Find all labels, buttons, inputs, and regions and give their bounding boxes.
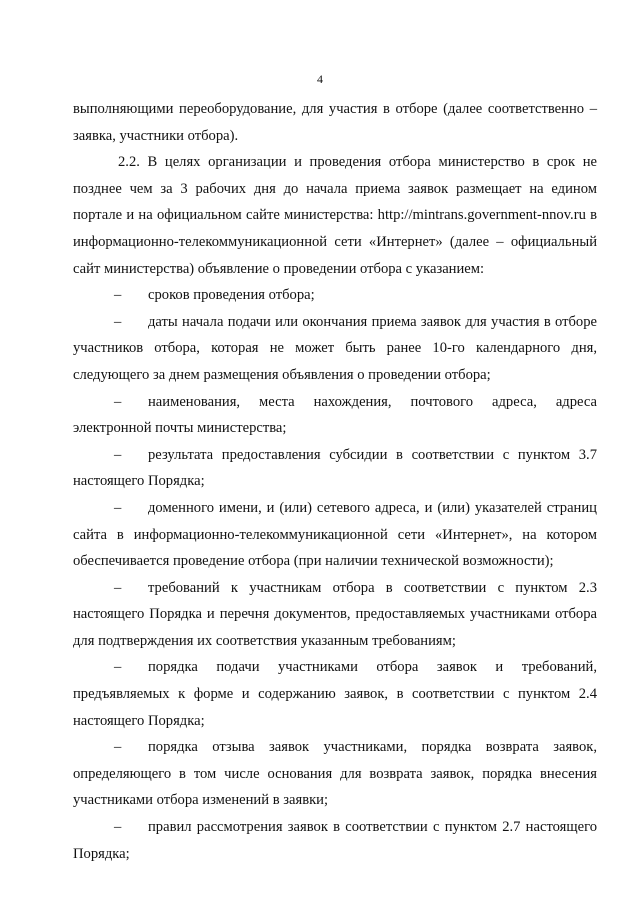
list-item <box>73 734 597 814</box>
continuation-paragraph: выполняющими переоборудование, для участия в отборе (далее соответственно – заявка, участники отбора). <box>73 101 597 144</box>
list-item <box>73 575 597 655</box>
page-number: 4 <box>317 72 323 86</box>
dash-marker: – <box>114 499 122 516</box>
list-item-text: результата предоставления субсидии в соответствии с пунктом 3.7 настоящего Порядка; <box>73 446 597 490</box>
list-item-text: наименования, места нахождения, почтового адреса, адреса электронной почты министерства; <box>73 393 597 437</box>
list-item <box>73 442 597 495</box>
list-item-text: порядка подачи участниками отбора заявок и требований, предъявляемых к форме и содержанию заявок, в соответствии с пунктом 2.4 настоящего Порядка; <box>73 659 597 729</box>
list-item-text: порядка отзыва заявок участниками, порядка возврата заявок, определяющего в том числе основания для возврата заявок, порядка внесения участниками отбора изменений в заявки; <box>73 739 597 809</box>
list-item <box>73 495 597 575</box>
dash-marker: – <box>114 287 122 304</box>
dash-marker: – <box>114 446 122 463</box>
list-item <box>73 309 597 389</box>
list-item-text: даты начала подачи или окончания приема заявок для участия в отборе участников отбора, которая не может быть ранее 10-го календарного дня, следующего за днем размещения объявления о проведении отбора; <box>73 313 597 383</box>
list-item <box>73 654 597 734</box>
list-item-text: требований к участникам отбора в соответствии с пунктом 2.3 настоящего Порядка и перечня документов, предоставляемых участниками отбора для подтверждения их соответствия указанным требованиям; <box>73 579 597 649</box>
list-item <box>73 814 597 867</box>
dash-marker: – <box>114 393 122 410</box>
list-item-text: доменного имени, и (или) сетевого адреса, и (или) указателей страниц сайта в информационно-телекоммуникационной сети «Интернет», на котором обеспечивается проведение отбора (при наличии технической возможности); <box>73 499 597 570</box>
list-item <box>73 389 597 442</box>
list-item-text: сроков проведения отбора; <box>148 287 315 304</box>
dash-marker: – <box>114 739 122 756</box>
list-item-text: правил рассмотрения заявок в соответствии с пунктом 2.7 настоящего Порядка; <box>73 819 597 862</box>
list-item <box>73 282 597 309</box>
dash-marker: – <box>114 659 122 676</box>
section-2-2-paragraph: 2.2. В целях организации и проведения отбора министерство в срок не позднее чем за 3 рабочих дня до начала приема заявок размещает на едином портале и на официальном сайте министерства: http://mintrans.government-nnov.ru в информационно-телекоммуникационной сети «Интернет» (далее – официальный сайт министерства) объявление о проведении отбора с указанием: <box>73 154 597 277</box>
document-body <box>73 96 597 867</box>
dash-marker: – <box>114 819 122 836</box>
dash-marker: – <box>114 313 122 330</box>
dash-marker: – <box>114 579 122 596</box>
